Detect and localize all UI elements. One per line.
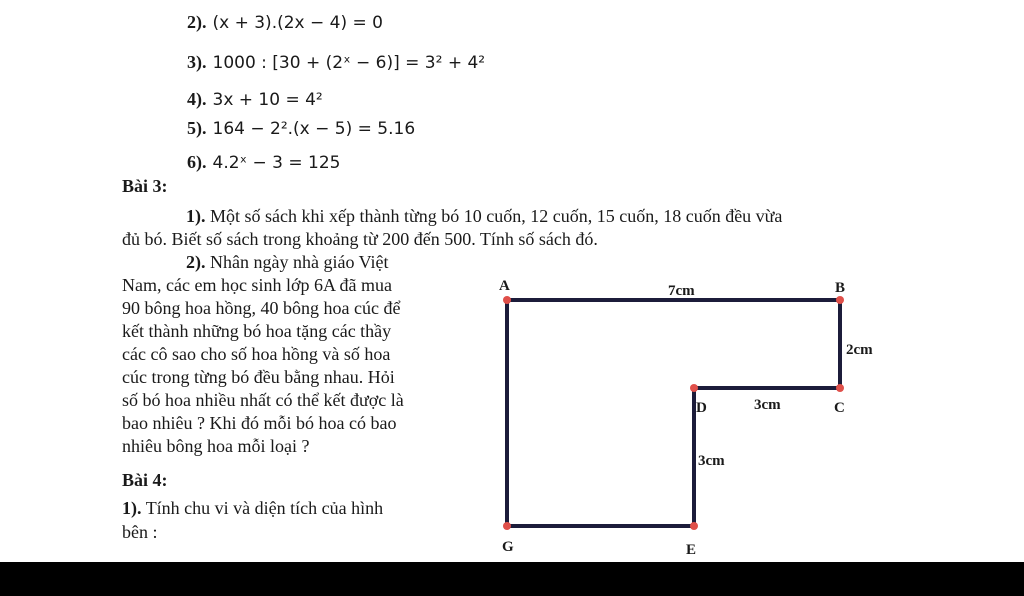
label-length-bc: 2cm — [846, 342, 873, 358]
equation-number: 2). — [187, 12, 207, 32]
bai4-heading: Bài 4: — [122, 470, 168, 490]
equation-number: 3). — [187, 52, 207, 72]
problem2-line: Nam, các em học sinh lớp 6A đã mua — [122, 275, 392, 295]
problem2-line-text: Nhân ngày nhà giáo Việt — [210, 252, 389, 272]
label-point-d: D — [696, 400, 707, 416]
equation-6 — [187, 152, 340, 173]
label-length-de: 3cm — [698, 453, 725, 469]
equation-3 — [187, 52, 485, 73]
label-point-e: E — [686, 542, 697, 558]
point-b — [836, 296, 844, 304]
equation-5 — [187, 118, 415, 139]
problem-number: 2). — [186, 252, 206, 272]
point-e — [690, 522, 698, 530]
problem-number: 1). — [122, 498, 142, 518]
label-point-c: C — [834, 400, 845, 416]
bai3-problem2 — [122, 251, 470, 458]
problem2-line — [122, 251, 470, 274]
equation-expression: (x + 3).(2x − 4) = 0 — [212, 13, 383, 33]
bai4-problem1-line2: bên : — [122, 522, 158, 542]
figure-outline — [507, 300, 840, 526]
equation-expression: 4.2ˣ − 3 = 125 — [212, 153, 341, 173]
problem2-line: bao nhiêu ? Khi đó mỗi bó hoa có bao — [122, 413, 397, 433]
problem2-line: kết thành những bó hoa tặng các thầy — [122, 321, 392, 341]
equation-expression: 3x + 10 = 4² — [212, 90, 323, 110]
equation-number: 4). — [187, 89, 207, 109]
equation-expression: 164 − 2².(x − 5) = 5.16 — [212, 119, 416, 139]
problem2-line: số bó hoa nhiều nhất có thể kết được là — [122, 390, 404, 410]
problem2-line: các cô sao cho số hoa hồng và số hoa — [122, 344, 391, 364]
equation-2 — [187, 12, 383, 33]
bai3-problem1-line1 — [186, 205, 782, 228]
equation-expression: 1000 : [30 + (2ˣ − 6)] = 3² + 4² — [212, 53, 486, 73]
point-a — [503, 296, 511, 304]
bai3-heading: Bài 3: — [122, 176, 168, 196]
label-point-a: A — [499, 278, 510, 294]
problem2-line: nhiêu bông hoa mỗi loại ? — [122, 436, 310, 456]
point-c — [836, 384, 844, 392]
bottom-black-bar — [0, 562, 1024, 596]
equation-4 — [187, 89, 323, 110]
problem-text: Một số sách khi xếp thành từng bó 10 cuốn, 12 cuốn, 15 cuốn, 18 cuốn đều vừa — [210, 206, 783, 226]
label-length-dc: 3cm — [754, 397, 781, 413]
point-d — [690, 384, 698, 392]
problem-text: Tính chu vi và diện tích của hình — [145, 498, 384, 518]
bai4-problem1-line1 — [122, 497, 383, 520]
equation-number: 5). — [187, 118, 207, 138]
bai3-problem1-line2: đủ bó. Biết số sách trong khoảng từ 200 đến 500. Tính số sách đó. — [122, 229, 598, 249]
problem2-line: 90 bông hoa hồng, 40 bông hoa cúc để — [122, 298, 401, 318]
label-point-g: G — [502, 539, 514, 555]
geometry-figure — [490, 270, 890, 560]
equation-number: 6). — [187, 152, 207, 172]
problem-number: 1). — [186, 206, 206, 226]
label-point-b: B — [835, 280, 846, 296]
point-g — [503, 522, 511, 530]
problem2-line: cúc trong từng bó đều bằng nhau. Hỏi — [122, 367, 395, 387]
label-length-ab: 7cm — [668, 283, 695, 299]
